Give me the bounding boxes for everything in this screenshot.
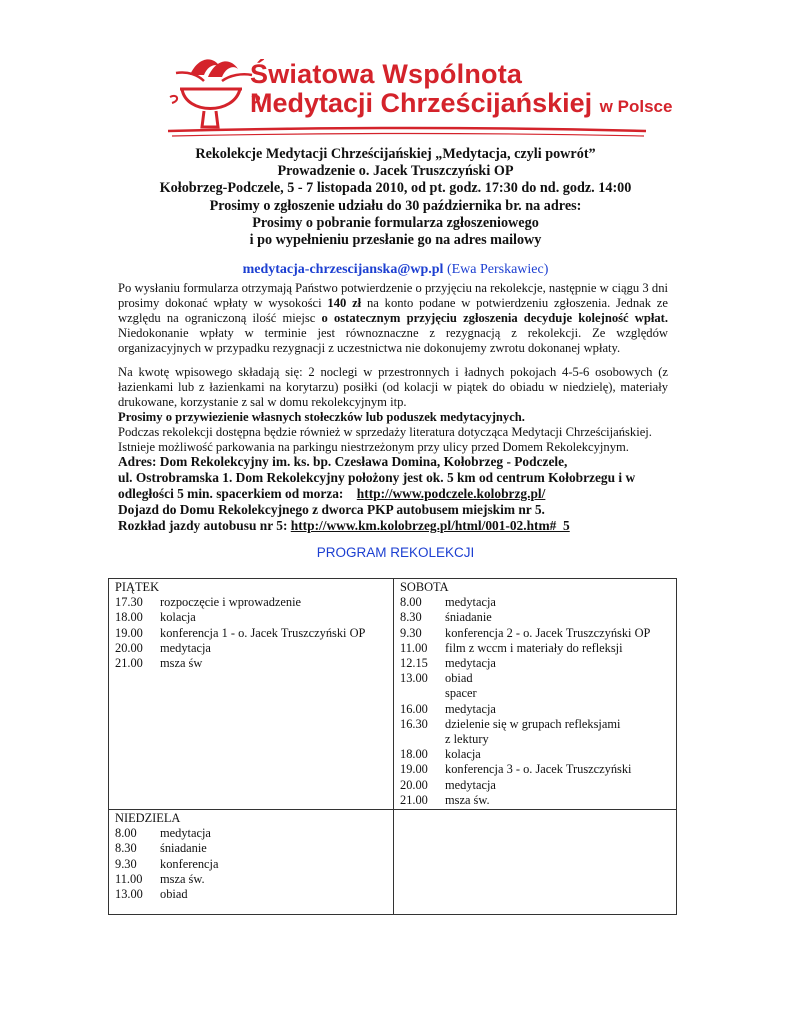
heading-line-title: Rekolekcje Medytacji Chrześcijańskiej „Medytacja, czyli powrót” bbox=[195, 146, 596, 162]
schedule-row bbox=[400, 686, 670, 701]
schedule-activity: obiad bbox=[160, 887, 188, 902]
retreat-heading bbox=[0, 146, 791, 249]
schedule-time: 8.00 bbox=[115, 826, 137, 841]
schedule-row bbox=[400, 626, 670, 641]
literature-info: Podczas rekolekcji dostępna będzie również w sprzedaży literatura dotycząca Medytacji Chrześcijańskiej. bbox=[118, 424, 652, 439]
stools-info: Prosimy o przywiezienie własnych stołeczków lub poduszek medytacyjnych. bbox=[118, 409, 525, 424]
heading-line-form: Prosimy o pobranie formularza zgłoszeniowego bbox=[252, 214, 539, 231]
schedule-activity: msza św. bbox=[160, 871, 205, 886]
schedule-time: 8.00 bbox=[400, 595, 422, 610]
schedule-activity: konferencja 1 - o. Jacek Truszczyński OP bbox=[160, 625, 366, 640]
address-line1: Adres: Dom Rekolekcyjny im. ks. bp. Czesława Domina, Kołobrzeg - Podczele, bbox=[118, 454, 568, 470]
schedule-row bbox=[400, 702, 670, 717]
schedule-time: 18.00 bbox=[400, 747, 428, 762]
address-line2: ul. Ostrobramska 1. Dom Rekolekcyjny położony jest ok. 5 km od centrum Kołobrzegu i w bbox=[118, 470, 636, 486]
schedule-time: 16.00 bbox=[400, 701, 428, 716]
sunday-day: NIEDZIELA bbox=[115, 811, 181, 826]
schedule-row bbox=[115, 610, 387, 625]
podczele-link[interactable]: http://www.podczele.kolobrzg.pl/ bbox=[356, 486, 546, 502]
schedule-time: 18.00 bbox=[115, 610, 143, 625]
schedule-row bbox=[400, 747, 670, 762]
schedule-activity: medytacja bbox=[445, 701, 496, 716]
schedule-time: 9.30 bbox=[115, 856, 137, 871]
bus-schedule-link[interactable]: http://www.km.kolobrzeg.pl/html/001-02.htm#_5 bbox=[290, 518, 570, 534]
schedule-row bbox=[115, 872, 387, 887]
sunday-cell bbox=[109, 810, 394, 915]
schedule-activity: obiad bbox=[445, 671, 473, 686]
payment-order-note: o ostatecznym przyjęciu zgłoszenia decyduje kolejność wpłat. bbox=[321, 310, 668, 325]
parking-info: Istnieje możliwość parkowania na parkingu niestrzeżonym przy ulicy przed Domem Rekolekcyjnym. bbox=[118, 439, 629, 454]
schedule-row bbox=[115, 826, 387, 841]
schedule-activity: film z wccm i materiały do refleksji bbox=[445, 640, 623, 655]
bus-schedule bbox=[118, 518, 668, 534]
program-title: PROGRAM REKOLEKCJI bbox=[316, 545, 475, 560]
schedule-row bbox=[115, 595, 387, 610]
schedule-row bbox=[400, 641, 670, 656]
payment-amount: 140 zł bbox=[327, 295, 362, 310]
friday-day: PIĄTEK bbox=[115, 580, 160, 594]
schedule-row bbox=[115, 626, 387, 641]
program-table bbox=[108, 578, 677, 915]
contact-person: (Ewa Perskawiec) bbox=[446, 262, 549, 277]
schedule-time: 19.00 bbox=[400, 762, 428, 777]
friday-cell bbox=[109, 579, 394, 810]
schedule-activity: kolacja bbox=[160, 610, 196, 625]
schedule-time: 11.00 bbox=[400, 640, 428, 655]
schedule-row bbox=[115, 641, 387, 656]
schedule-activity: medytacja bbox=[160, 826, 211, 841]
schedule-row bbox=[400, 595, 670, 610]
schedule-activity: spacer bbox=[445, 686, 477, 701]
schedule-row bbox=[400, 793, 670, 808]
schedule-time bbox=[400, 732, 445, 747]
schedule-activity: medytacja bbox=[445, 777, 496, 792]
organization-logo bbox=[168, 45, 673, 140]
payment-text-d: Niedokonanie wpłaty w terminie jest równoznaczne z rezygnacją z rekolekcji. Ze względów organizacyjnych w przypadku rezygnacji z uczestnictwa nie dokonujemy zwrotu dokonanej wpłaty. bbox=[118, 325, 668, 355]
schedule-time: 21.00 bbox=[400, 792, 428, 807]
schedule-activity: kolacja bbox=[445, 747, 481, 762]
schedule-time: 9.30 bbox=[400, 625, 422, 640]
schedule-row bbox=[400, 656, 670, 671]
saturday-day: SOBOTA bbox=[400, 580, 449, 594]
schedule-time: 13.00 bbox=[400, 671, 428, 686]
address-line3 bbox=[118, 486, 668, 502]
schedule-activity: śniadanie bbox=[445, 610, 492, 625]
schedule-activity: medytacja bbox=[160, 640, 211, 655]
sunday-schedule bbox=[115, 826, 387, 902]
schedule-time: 8.30 bbox=[400, 610, 422, 625]
schedule-time: 11.00 bbox=[115, 871, 143, 886]
address-distance: odległości 5 min. spacerkiem od morza: bbox=[118, 486, 344, 502]
saturday-schedule bbox=[400, 595, 670, 808]
schedule-time: 13.00 bbox=[115, 887, 143, 902]
contact-line bbox=[0, 262, 791, 278]
payment-text-b: na konto podane w potwierdzeniu zgłoszenia. Jednak ze względu na ograniczoną ilość miejsc bbox=[118, 295, 668, 325]
info-paragraph bbox=[118, 365, 668, 534]
schedule-activity: konferencja 2 - o. Jacek Truszczyński OP bbox=[445, 625, 651, 640]
schedule-activity: śniadanie bbox=[160, 841, 207, 856]
schedule-row bbox=[115, 857, 387, 872]
contact-email-link[interactable]: medytacja-chrzescijanska@wp.pl bbox=[242, 262, 444, 277]
schedule-row bbox=[400, 671, 670, 686]
heading-line-date: Kołobrzeg-Podczele, 5 - 7 listopada 2010, od pt. godz. 17:30 do nd. godz. 14:00 bbox=[159, 180, 632, 197]
schedule-activity: dzielenie się w grupach refleksjami bbox=[445, 716, 621, 731]
schedule-time: 20.00 bbox=[400, 777, 428, 792]
schedule-time: 12.15 bbox=[400, 656, 428, 671]
heading-line-send: i po wypełnieniu przesłanie go na adres mailowy bbox=[249, 232, 542, 249]
schedule-time: 19.00 bbox=[115, 625, 143, 640]
schedule-time: 8.30 bbox=[115, 841, 137, 856]
bus-info: Dojazd do Domu Rekolekcyjnego z dworca PKP autobusem miejskim nr 5. bbox=[118, 502, 545, 518]
schedule-activity: medytacja bbox=[445, 656, 496, 671]
bus-schedule-label: Rozkład jazdy autobusu nr 5: bbox=[118, 518, 288, 534]
schedule-row bbox=[400, 732, 670, 747]
schedule-row bbox=[400, 762, 670, 777]
logo-title-suffix: w Polsce bbox=[599, 97, 673, 116]
schedule-row bbox=[400, 778, 670, 793]
heading-line-deadline: Prosimy o zgłoszenie udziału do 30 października br. na adres: bbox=[209, 197, 582, 214]
schedule-row bbox=[115, 887, 387, 902]
schedule-activity: rozpoczęcie i wprowadzenie bbox=[160, 595, 302, 610]
empty-cell bbox=[394, 810, 677, 915]
friday-schedule bbox=[115, 595, 387, 671]
fee-info: Na kwotę wpisowego składają się: 2 noclegi w przestronnych i ładnych pokojach 4-5-6 osobowych (z łazienkami lub z łazienkami na korytarzu) posiłki (od kolacji w piątek do obiadu w niedzielę), materiały drukowane, korzystanie z sal w domu rekolekcyjnym itp. bbox=[118, 365, 668, 409]
schedule-activity: medytacja bbox=[445, 595, 496, 610]
schedule-row bbox=[400, 610, 670, 625]
schedule-time: 20.00 bbox=[115, 640, 143, 655]
logo-title-main: Medytacji Chrześcijańskiej bbox=[250, 88, 593, 118]
logo-title-line1: Światowa Wspólnota bbox=[250, 59, 523, 89]
schedule-activity: konferencja 3 - o. Jacek Truszczyński bbox=[445, 762, 632, 777]
schedule-row bbox=[115, 841, 387, 856]
schedule-activity: z lektury bbox=[445, 732, 489, 747]
schedule-activity: msza św bbox=[160, 656, 203, 671]
saturday-cell bbox=[394, 579, 677, 810]
schedule-row bbox=[400, 717, 670, 732]
heading-line-leader: Prowadzenie o. Jacek Truszczyński OP bbox=[277, 163, 514, 180]
schedule-time: 17.30 bbox=[115, 595, 143, 610]
logo-title-line2 bbox=[250, 88, 672, 119]
schedule-time: 16.30 bbox=[400, 716, 428, 731]
schedule-activity: konferencja bbox=[160, 856, 219, 871]
payment-paragraph bbox=[118, 281, 668, 356]
payment-text-a: Po wysłaniu formularza otrzymają Państwo potwierdzenie o przyjęciu na rekolekcje, następnie w ciągu 3 dni prosimy dokonać wpłaty w wysokości bbox=[118, 281, 668, 310]
schedule-time bbox=[400, 686, 445, 701]
schedule-row bbox=[115, 656, 387, 671]
schedule-time: 21.00 bbox=[115, 656, 143, 671]
schedule-activity: msza św. bbox=[445, 792, 490, 807]
